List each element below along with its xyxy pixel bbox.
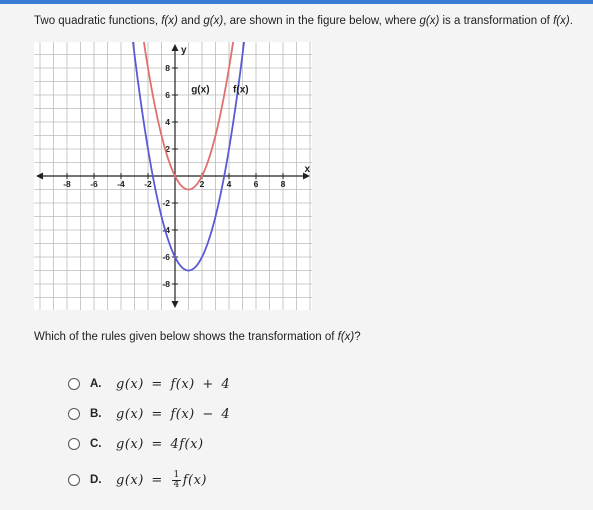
- y-tick-label: -8: [162, 279, 170, 289]
- radio-button[interactable]: [68, 408, 80, 420]
- option-formula: g(x) = f(x) + 4: [116, 376, 231, 392]
- g-label: g(x): [203, 15, 224, 27]
- f-label: f(x): [337, 331, 355, 343]
- g-curve-label: g(x): [191, 84, 210, 96]
- g-label: g(x): [419, 15, 440, 27]
- option-formula: g(x) = 4f(x): [116, 436, 204, 452]
- option-letter: A.: [90, 378, 102, 390]
- formula-part: f(x): [182, 472, 207, 488]
- x-tick-label: -4: [117, 179, 125, 189]
- question-text: [34, 14, 589, 28]
- option-letter: B.: [90, 408, 102, 420]
- fraction: [172, 471, 180, 490]
- top-accent-bar: [0, 0, 593, 4]
- x-tick-label: 4: [226, 179, 232, 189]
- prompt-text: [34, 331, 361, 343]
- option-d[interactable]: [34, 470, 294, 490]
- formula-part: g(x) =: [116, 472, 171, 488]
- y-tick-label: -2: [162, 198, 170, 208]
- radio-button[interactable]: [68, 474, 80, 486]
- y-tick-label: 2: [165, 144, 170, 154]
- option-formula: g(x) = f(x) − 4: [116, 406, 231, 422]
- x-tick-label: 6: [253, 179, 259, 189]
- x-axis-label: x: [304, 164, 310, 175]
- option-letter: D.: [90, 474, 102, 486]
- x-tick-label: -8: [63, 179, 71, 189]
- y-tick-label: -6: [162, 252, 170, 262]
- y-tick-label: 4: [165, 117, 170, 127]
- fraction-numerator: 1: [173, 469, 180, 480]
- radio-button[interactable]: [68, 378, 80, 390]
- option-b[interactable]: [34, 404, 294, 424]
- y-tick-label: 6: [165, 90, 170, 100]
- x-tick-label: -2: [144, 179, 152, 189]
- y-tick-label: -4: [162, 225, 170, 235]
- option-c[interactable]: [34, 434, 294, 454]
- f-label: f(x): [553, 15, 570, 27]
- prompt-part: ?: [354, 331, 361, 343]
- question-part: , are shown in the figure below, where: [223, 15, 420, 27]
- y-tick-label: 8: [165, 63, 170, 73]
- option-formula: [116, 471, 207, 490]
- question-part: Two quadratic functions,: [34, 15, 162, 27]
- x-tick-label: 8: [280, 179, 286, 189]
- question-part: and: [177, 15, 204, 27]
- prompt-part: Which of the rules given below shows the transformation of: [34, 331, 338, 343]
- f-curve-label: f(x): [233, 84, 249, 96]
- function-graph: [34, 42, 312, 310]
- option-a[interactable]: [34, 374, 294, 394]
- x-tick-label: 2: [199, 179, 205, 189]
- x-tick-label: -6: [90, 179, 98, 189]
- radio-button[interactable]: [68, 438, 80, 450]
- f-label: f(x): [161, 15, 178, 27]
- option-letter: C.: [90, 438, 102, 450]
- fraction-denominator: 4: [173, 479, 180, 490]
- question-part: is a transformation of: [439, 15, 554, 27]
- y-axis-label: y: [181, 45, 187, 56]
- question-part: .: [569, 15, 573, 27]
